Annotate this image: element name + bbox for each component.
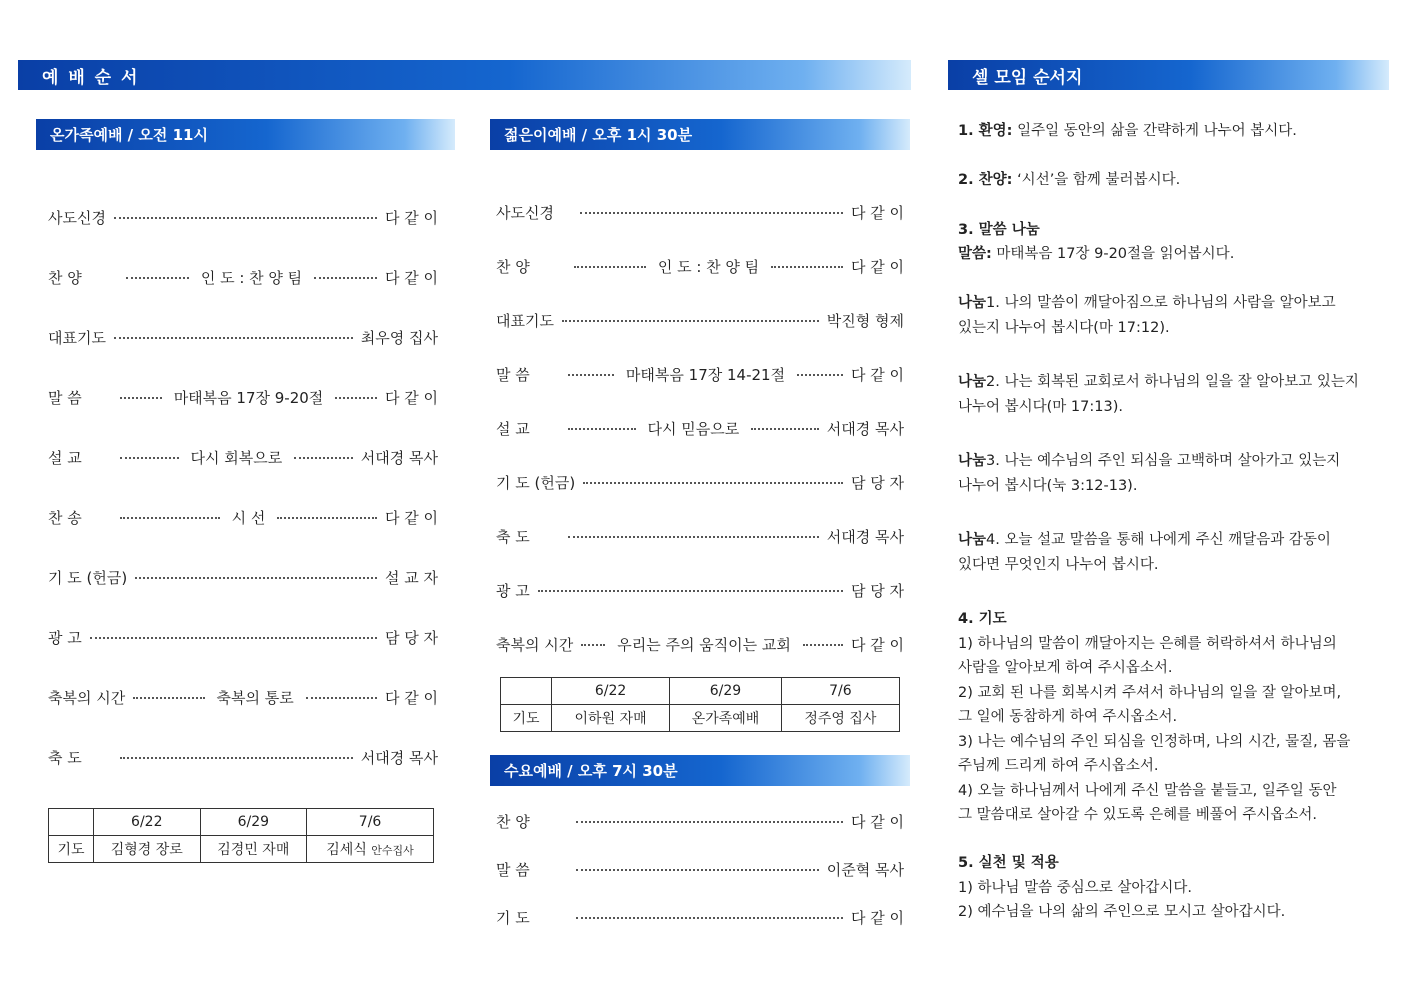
cell-step-label: 1. 환영: bbox=[958, 123, 1013, 139]
order-row bbox=[48, 566, 438, 588]
order-value: 다 같 이 bbox=[850, 908, 904, 927]
practice-line: 1) 하나님 말씀 중심으로 살아갑시다. bbox=[958, 879, 1193, 896]
table-row-label: 기도 bbox=[501, 705, 552, 732]
worship-order-title: 예 배 순 서 bbox=[42, 67, 140, 88]
cell-step-label: 3. 말씀 나눔 bbox=[958, 222, 1040, 238]
order-value: 다 같 이 bbox=[384, 268, 438, 287]
leader-dots bbox=[120, 757, 353, 759]
order-value: 서대경 목사 bbox=[360, 448, 438, 467]
order-label: 찬 양 bbox=[496, 812, 530, 831]
table-header: 6/29 bbox=[670, 678, 782, 705]
leader-dots bbox=[114, 217, 377, 219]
order-value: 담 당 자 bbox=[850, 473, 904, 492]
leader-dots bbox=[771, 266, 843, 268]
leader-dots bbox=[797, 374, 843, 376]
sharing-label: 나눔 bbox=[958, 532, 987, 548]
order-value: 서대경 목사 bbox=[826, 419, 904, 438]
order-label: 축복의 시간 bbox=[48, 688, 126, 707]
sharing-text: 1. 나의 말씀이 깨달아짐으로 하나님의 사람을 알아보고 bbox=[986, 295, 1336, 311]
sharing-text: 나누어 봅시다(눅 3:12-13). bbox=[958, 477, 1138, 494]
order-detail: 마태복음 17장 14-21절 bbox=[625, 365, 786, 384]
sharing-text: 3. 나는 예수님의 주인 되심을 고백하며 살아가고 있는지 bbox=[986, 453, 1341, 469]
order-label: 설 교 bbox=[48, 448, 82, 467]
table-cell: 온가족예배 bbox=[670, 705, 782, 732]
leader-dots bbox=[133, 697, 204, 699]
leader-dots bbox=[568, 374, 614, 376]
cell-step-label: 2. 찬양: bbox=[958, 172, 1013, 188]
order-value: 다 같 이 bbox=[850, 203, 904, 222]
table-header: 7/6 bbox=[307, 809, 434, 836]
wednesday-worship-title: 수요예배 / 오후 7시 30분 bbox=[504, 762, 678, 780]
order-row bbox=[496, 810, 904, 832]
leader-dots bbox=[126, 277, 189, 279]
order-label: 사도신경 bbox=[496, 203, 554, 222]
table-cell-name: 김세식 bbox=[326, 842, 367, 858]
prayer-section bbox=[958, 607, 1350, 828]
leader-dots bbox=[568, 536, 819, 538]
table-row-label: 기도 bbox=[49, 836, 94, 863]
prayer-line: 그 말씀대로 살아갈 수 있도록 은혜를 베풀어 주시옵소서. bbox=[958, 807, 1318, 823]
table-header-row bbox=[49, 809, 434, 836]
cell-step-text: 마태복음 17장 9-20절을 읽어봅시다. bbox=[991, 246, 1235, 262]
order-value: 서대경 목사 bbox=[826, 527, 904, 546]
order-label: 대표기도 bbox=[48, 328, 106, 347]
cell-order-title: 셀 모임 순서지 bbox=[972, 67, 1083, 88]
wednesday-worship-header bbox=[490, 755, 910, 786]
cell-step-label: 말씀: bbox=[958, 246, 992, 262]
order-value: 이준혁 목사 bbox=[826, 860, 904, 879]
sharing-text: 있는지 나누어 봅시다(마 17:12). bbox=[958, 319, 1170, 336]
table-cell: 김형경 장로 bbox=[94, 836, 201, 863]
leader-dots bbox=[568, 428, 636, 430]
order-row bbox=[48, 206, 438, 228]
leader-dots bbox=[335, 397, 377, 399]
leader-dots bbox=[583, 482, 843, 484]
cell-step-text: ‘시선’을 함께 불러봅시다. bbox=[1012, 172, 1181, 188]
leader-dots bbox=[314, 277, 377, 279]
order-value: 다 같 이 bbox=[850, 257, 904, 276]
order-value: 다 같 이 bbox=[850, 812, 904, 831]
prayer-line: 그 일에 동참하게 하여 주시옵소서. bbox=[958, 709, 1178, 725]
order-row bbox=[496, 255, 904, 277]
table-cell-title: 안수집사 bbox=[371, 844, 414, 857]
leader-dots bbox=[120, 517, 220, 519]
order-row bbox=[48, 686, 438, 708]
leader-dots bbox=[576, 917, 843, 919]
table-header: 6/29 bbox=[200, 809, 307, 836]
order-detail: 시 선 bbox=[231, 508, 266, 527]
order-row bbox=[496, 525, 904, 547]
practice-line: 2) 예수님을 나의 삶의 주인으로 모시고 살아갑시다. bbox=[958, 904, 1286, 920]
cell-step-text: 일주일 동안의 삶을 간략하게 나누어 봅시다. bbox=[1012, 123, 1297, 139]
order-value: 담 당 자 bbox=[384, 628, 438, 647]
leader-dots bbox=[277, 517, 377, 519]
order-label: 광 고 bbox=[48, 628, 82, 647]
order-value: 최우영 집사 bbox=[360, 328, 438, 347]
table-row bbox=[501, 705, 900, 732]
order-label: 찬 송 bbox=[48, 508, 82, 527]
cell-order-header bbox=[948, 60, 1389, 90]
table-cell bbox=[307, 836, 434, 863]
leader-dots bbox=[576, 869, 819, 871]
order-label: 말 씀 bbox=[496, 860, 530, 879]
order-row bbox=[48, 626, 438, 648]
sharing-item bbox=[958, 291, 1336, 340]
leader-dots bbox=[294, 457, 353, 459]
order-detail: 다시 회복으로 bbox=[190, 448, 283, 467]
table-corner bbox=[501, 678, 552, 705]
leader-dots bbox=[803, 644, 843, 646]
table-corner bbox=[49, 809, 94, 836]
prayer-line: 주님께 드리게 하여 주시옵소서. bbox=[958, 758, 1159, 774]
order-row bbox=[496, 201, 904, 223]
table-header: 6/22 bbox=[552, 678, 670, 705]
order-row bbox=[496, 363, 904, 385]
prayer-line: 4) 오늘 하나님께서 나에게 주신 말씀을 붙들고, 일주일 동안 bbox=[958, 782, 1337, 799]
order-row bbox=[496, 579, 904, 601]
order-label: 사도신경 bbox=[48, 208, 106, 227]
cell-step-word-title bbox=[958, 218, 1040, 243]
order-row bbox=[48, 386, 438, 408]
practice-section bbox=[958, 851, 1285, 925]
order-row bbox=[496, 471, 904, 493]
sharing-label: 나눔 bbox=[958, 453, 987, 469]
sharing-text: 나누어 봅시다(마 17:13). bbox=[958, 398, 1123, 415]
order-detail: 인 도 : 찬 양 팀 bbox=[200, 268, 303, 287]
order-detail: 우리는 주의 움직이는 교회 bbox=[617, 635, 791, 654]
youth-worship-title: 젊은이예배 / 오후 1시 30분 bbox=[504, 126, 693, 144]
table-row bbox=[49, 836, 434, 863]
leader-dots bbox=[120, 457, 179, 459]
order-row bbox=[48, 326, 438, 348]
sharing-item bbox=[958, 528, 1331, 577]
order-label: 광 고 bbox=[496, 581, 530, 600]
table-header-row bbox=[501, 678, 900, 705]
order-value: 설 교 자 bbox=[384, 568, 438, 587]
sharing-label: 나눔 bbox=[958, 374, 987, 390]
order-row bbox=[496, 417, 904, 439]
order-value: 서대경 목사 bbox=[360, 748, 438, 767]
family-worship-header bbox=[36, 119, 455, 150]
order-value: 다 같 이 bbox=[384, 208, 438, 227]
order-value: 다 같 이 bbox=[385, 688, 439, 707]
leader-dots bbox=[580, 212, 843, 214]
sharing-text: 2. 나는 회복된 교회로서 하나님의 일을 잘 알아보고 있는지 bbox=[986, 374, 1359, 390]
leader-dots bbox=[751, 428, 819, 430]
order-row bbox=[48, 446, 438, 468]
worship-order-header bbox=[18, 60, 911, 90]
order-label: 찬 양 bbox=[496, 257, 530, 276]
order-row bbox=[496, 633, 904, 655]
order-value: 다 같 이 bbox=[384, 388, 438, 407]
order-row bbox=[48, 746, 438, 768]
table-cell: 김경민 자매 bbox=[200, 836, 307, 863]
order-label: 말 씀 bbox=[496, 365, 530, 384]
order-row bbox=[48, 266, 438, 288]
table-header: 6/22 bbox=[94, 809, 201, 836]
order-value: 다 같 이 bbox=[385, 508, 439, 527]
leader-dots bbox=[576, 821, 843, 823]
sharing-text: 4. 오늘 설교 말씀을 통해 나에게 주신 깨달음과 감동이 bbox=[986, 532, 1331, 548]
sharing-label: 나눔 bbox=[958, 295, 987, 311]
leader-dots bbox=[306, 697, 377, 699]
youth-worship-header bbox=[490, 119, 910, 150]
youth-prayer-table bbox=[500, 677, 900, 732]
leader-dots bbox=[574, 266, 646, 268]
order-label: 말 씀 bbox=[48, 388, 82, 407]
sharing-item bbox=[958, 449, 1340, 498]
order-label: 설 교 bbox=[496, 419, 530, 438]
cell-step-praise bbox=[958, 168, 1180, 193]
order-row bbox=[496, 309, 904, 331]
prayer-line: 3) 나는 예수님의 주인 되심을 인정하며, 나의 시간, 물질, 몸을 bbox=[958, 733, 1351, 750]
order-value: 담 당 자 bbox=[850, 581, 904, 600]
order-label: 축 도 bbox=[496, 527, 530, 546]
prayer-line: 1) 하나님의 말씀이 깨달아지는 은혜를 허락하셔서 하나님의 bbox=[958, 635, 1337, 652]
prayer-title: 4. 기도 bbox=[958, 611, 1007, 627]
leader-dots bbox=[135, 577, 377, 579]
order-value: 다 같 이 bbox=[851, 365, 905, 384]
leader-dots bbox=[120, 397, 162, 399]
sharing-item bbox=[958, 370, 1359, 419]
order-label: 찬 양 bbox=[48, 268, 82, 287]
order-label: 축 도 bbox=[48, 748, 82, 767]
cell-step-word bbox=[958, 242, 1234, 267]
table-cell: 이하원 자매 bbox=[552, 705, 670, 732]
leader-dots bbox=[581, 644, 605, 646]
order-detail: 인 도 : 찬 양 팀 bbox=[657, 257, 760, 276]
leader-dots bbox=[538, 590, 843, 592]
order-label: 대표기도 bbox=[496, 311, 554, 330]
leader-dots bbox=[114, 337, 353, 339]
order-row bbox=[48, 506, 438, 528]
table-cell: 정주영 집사 bbox=[781, 705, 899, 732]
order-label: 기 도 bbox=[496, 908, 530, 927]
order-detail: 마태복음 17장 9-20절 bbox=[173, 388, 324, 407]
prayer-line: 2) 교회 된 나를 회복시켜 주셔서 하나님의 일을 잘 알아보며, bbox=[958, 684, 1342, 701]
sharing-text: 있다면 무엇인지 나누어 봅시다. bbox=[958, 556, 1159, 573]
family-worship-title: 온가족예배 / 오전 11시 bbox=[50, 126, 208, 144]
order-row bbox=[496, 858, 904, 880]
prayer-line: 사람을 알아보게 하여 주시옵소서. bbox=[958, 660, 1173, 676]
family-prayer-table bbox=[48, 808, 434, 863]
leader-dots bbox=[562, 320, 819, 322]
cell-step-welcome bbox=[958, 119, 1297, 144]
order-label: 기 도 (헌금) bbox=[496, 473, 576, 492]
order-value: 박진형 형제 bbox=[826, 311, 904, 330]
leader-dots bbox=[90, 637, 377, 639]
order-label: 축복의 시간 bbox=[496, 635, 574, 654]
order-label: 기 도 (헌금) bbox=[48, 568, 128, 587]
table-header: 7/6 bbox=[781, 678, 899, 705]
order-row bbox=[496, 906, 904, 928]
order-value: 다 같 이 bbox=[850, 635, 904, 654]
order-detail: 축복의 통로 bbox=[216, 688, 294, 707]
order-detail: 다시 믿음으로 bbox=[647, 419, 740, 438]
practice-title: 5. 실천 및 적용 bbox=[958, 855, 1059, 871]
